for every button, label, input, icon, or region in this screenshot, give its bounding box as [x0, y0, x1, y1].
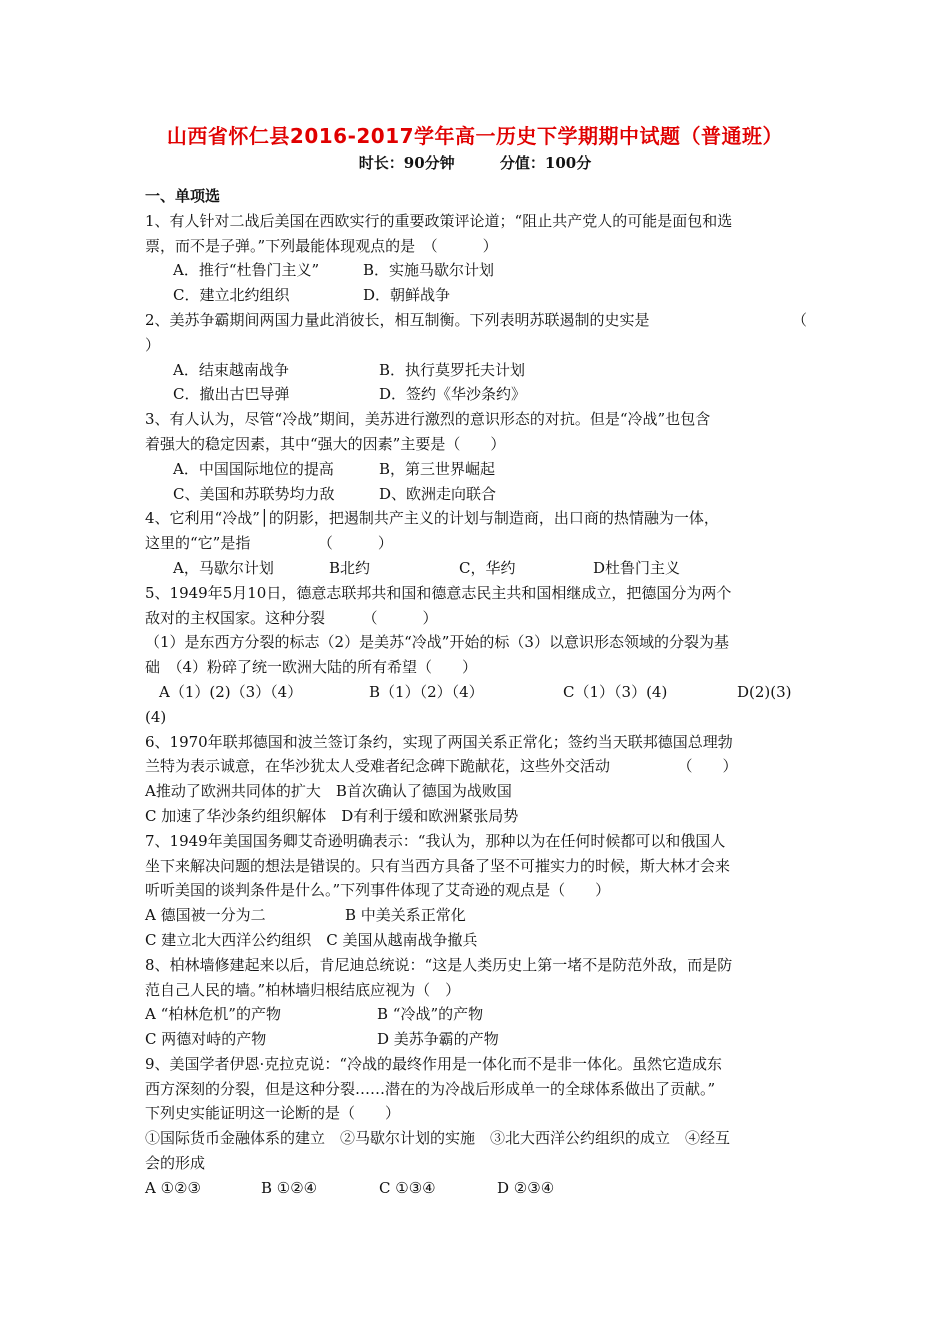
option-b: B．实施马歇尔计划: [363, 261, 495, 280]
question-6-options-ab: A推动了欧洲共同体的扩大 B首次确认了德国为战败国: [145, 782, 512, 801]
question-8-line-1: 8、柏林墙修建起来以后，肯尼迪总统说：“这是人类历史上第一堵不是防范外敌，而是防: [145, 955, 733, 974]
question-8-line-2: 范自己人民的墙。”柏林墙归根结底应视为（ ）: [145, 980, 461, 999]
option-b: B．执行莫罗托夫计划: [379, 360, 526, 379]
exam-meta: [0, 152, 950, 173]
option-c: C、美国和苏联势均力敌: [173, 484, 335, 503]
question-8-options-cd: [145, 1027, 807, 1052]
option-d: D．签约《华沙条约》: [379, 385, 527, 404]
option-c: C．撤出古巴导弹: [173, 385, 290, 404]
option-c: C（1）（3）(4): [563, 682, 668, 701]
option-d: D 美苏争霸的产物: [377, 1030, 499, 1049]
option-b: B北约: [329, 558, 371, 577]
question-2-options-ab: [145, 358, 807, 383]
question-9-line-3: 下列史实能证明这一论断的是（ ）: [145, 1104, 401, 1123]
question-9-line-1: 9、美国学者伊恩·克拉克说：“冷战的最终作用是一体化而不是非一体化。虽然它造成东: [145, 1054, 722, 1073]
section-heading: 一、单项选: [145, 187, 221, 205]
question-2-options-cd: [145, 382, 807, 407]
option-a: A．结束越南战争: [173, 360, 289, 379]
question-5-options: [145, 680, 807, 705]
option-b: B，第三世界崛起: [379, 459, 496, 478]
question-7-options-ab: [145, 903, 807, 928]
question-2-line-1: [145, 308, 807, 333]
question-3-options-cd: [145, 482, 807, 507]
question-7-line-2: 坐下来解决问题的想法是错误的。只有当西方具备了坚不可摧实力的时候，斯大林才会来: [145, 856, 731, 875]
option-d: D杜鲁门主义: [593, 558, 681, 577]
exam-duration: 时长：90分钟: [358, 154, 455, 172]
question-6-line-2: 兰特为表示诚意，在华沙犹太人受难者纪念碑下跪献花，这些外交活动 （ ）: [145, 757, 738, 776]
option-b: B（1）（2）（4）: [369, 682, 484, 701]
question-4-line-2: 这里的“它”是指 （ ）: [145, 534, 393, 553]
question-9-options: [145, 1176, 807, 1201]
question-4-line-1: 4、它利用“冷战”│的阴影，把遏制共产主义的计划与制造商，出口商的热情融为一体，: [145, 509, 719, 528]
question-1-line-1: 1、有人针对二战后美国在西欧实行的重要政策评论道；“阻止共产党人的可能是面包和选: [145, 211, 733, 230]
question-3-line-2: 着强大的稳定因素，其中“强大的因素”主要是（ ）: [145, 434, 506, 453]
document-title: 山西省怀仁县2016-2017学年高一历史下学期期中试题（普通班）: [166, 124, 784, 148]
question-7-line-1: 7、1949年美国国务卿艾奇逊明确表示：“我认为，那种以为在任何时候都可以和俄国人: [145, 831, 726, 850]
option-d: D(2)(3): [737, 682, 792, 701]
question-7-line-3: 听听美国的谈判条件是什么。”下列事件体现了艾奇逊的观点是（ ）: [145, 881, 611, 900]
option-a: A “柏林危机”的产物: [145, 1005, 281, 1024]
question-1-line-2: 票，而不是子弹。”下列最能体现观点的是 （ ）: [145, 236, 498, 255]
option-d: D ②③④: [497, 1178, 555, 1197]
option-a: A 德国被一分为二: [145, 906, 266, 925]
question-2-bracket-open: （: [791, 310, 807, 329]
question-6-options-cd: C 加速了华沙条约组织解体 D有利于缓和欧洲紧张局势: [145, 806, 519, 825]
option-c: C，华约: [459, 558, 516, 577]
question-list: [145, 184, 807, 1201]
question-6-line-1: 6、1970年联邦德国和波兰签订条约，实现了两国关系正常化；签约当天联邦德国总理勃: [145, 732, 733, 751]
question-9-line-4: ①国际货币金融体系的建立 ②马歇尔计划的实施 ③北大西洋公约组织的成立 ④经互: [145, 1129, 731, 1148]
question-5-line-1: 5、1949年5月10日，德意志联邦共和国和德意志民主共和国相继成立，把德国分为两个: [145, 583, 732, 602]
question-9-line-2: 西方深刻的分裂，但是这种分裂……潜在的为冷战后形成单一的全球体系做出了贡献。”: [145, 1079, 716, 1098]
exam-score: 分值：100分: [499, 154, 592, 172]
option-a: A．中国国际地位的提高: [173, 459, 334, 478]
question-5-options-wrap: (4): [145, 707, 167, 726]
option-c: C ①③④: [379, 1178, 436, 1197]
option-d: D．朝鲜战争: [363, 286, 451, 305]
question-1-options-cd: [145, 283, 807, 308]
question-2-stem: 2、美苏争霸期间两国力量此消彼长，相互制衡。下列表明苏联遏制的史实是: [145, 310, 650, 329]
option-b: B “冷战”的产物: [377, 1005, 484, 1024]
question-9-line-5: 会的形成: [145, 1154, 206, 1173]
option-d: D、欧洲走向联合: [379, 484, 497, 503]
option-c: C 两德对峙的产物: [145, 1030, 267, 1049]
question-5-line-3: （1）是东西方分裂的标志（2）是美苏“冷战”开始的标（3）以意识形态领域的分裂为基: [145, 633, 729, 652]
question-3-line-1: 3、有人认为，尽管“冷战”期间，美苏进行激烈的意识形态的对抗。但是“冷战”也包含: [145, 410, 711, 429]
option-b: B ①②④: [261, 1178, 318, 1197]
option-a: A．推行“杜鲁门主义”: [173, 261, 320, 280]
question-5-line-4: 础 （4）粉碎了统一欧洲大陆的所有希望（ ）: [145, 658, 478, 677]
question-7-options-cd: C 建立北大西洋公约组织 C 美国从越南战争撤兵: [145, 930, 478, 949]
question-1-options-ab: [145, 258, 807, 283]
question-5-line-2: 敌对的主权国家。这种分裂 （ ）: [145, 608, 438, 627]
question-2-line-2: ）: [145, 335, 161, 354]
option-a: A ①②③: [145, 1178, 201, 1197]
question-3-options-ab: [145, 457, 807, 482]
question-8-options-ab: [145, 1002, 807, 1027]
question-4-options: [145, 556, 807, 581]
option-a: A（1）(2)（3）（4）: [159, 682, 303, 701]
option-b: B 中美关系正常化: [345, 906, 466, 925]
option-c: C．建立北约组织: [173, 286, 290, 305]
option-a: A，马歇尔计划: [173, 558, 274, 577]
